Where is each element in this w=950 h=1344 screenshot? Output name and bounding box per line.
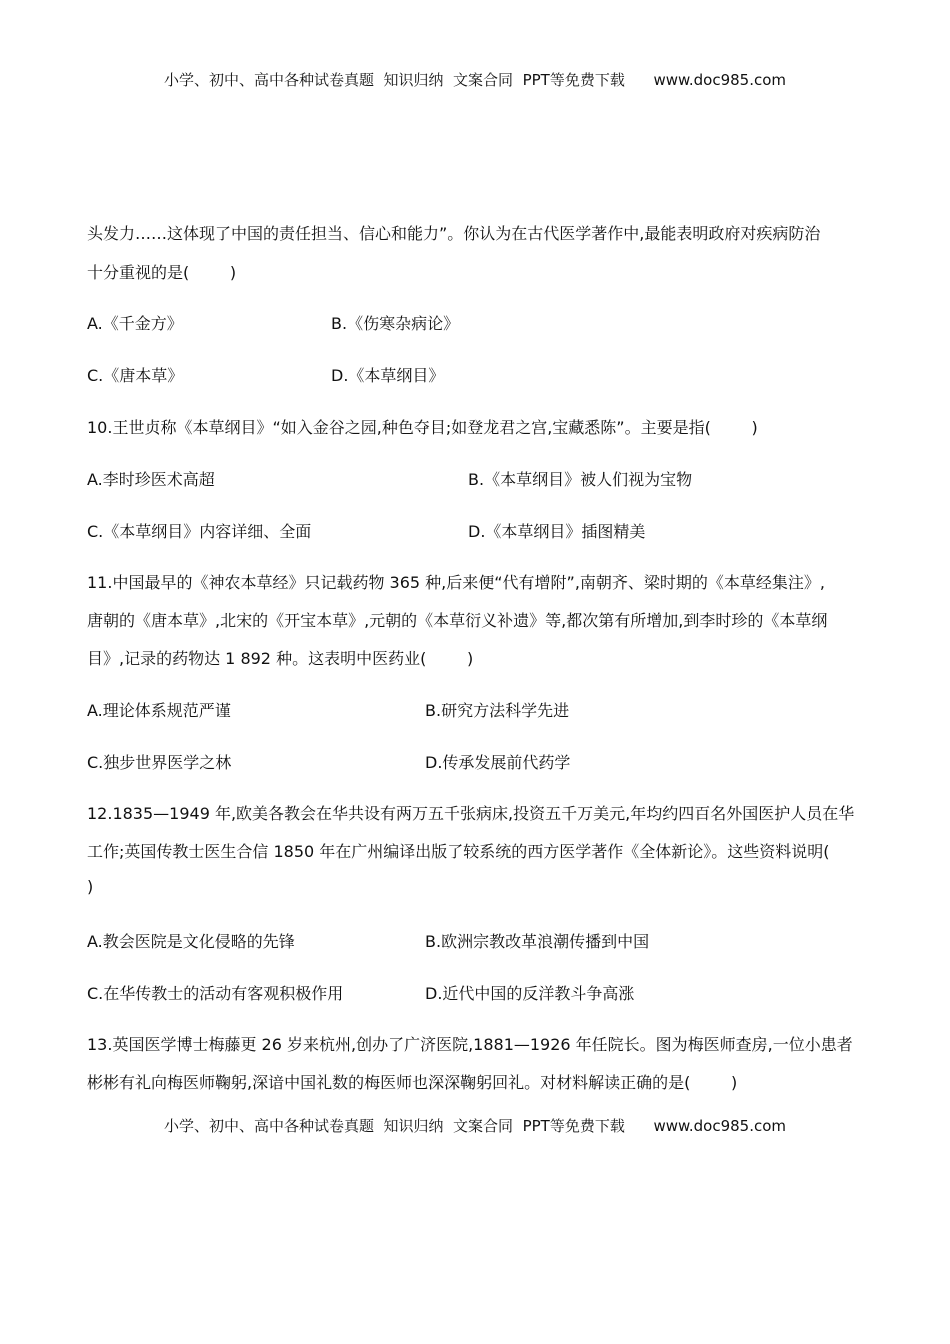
q11-option-d: D.传承发展前代药学 — [425, 753, 571, 772]
q12-option-d: D.近代中国的反洋教斗争高涨 — [425, 984, 635, 1003]
q11-line-2: 唐朝的《唐本草》,北宋的《开宝本草》,元朝的《本草衍义补遗》等,都次第有所增加,到李时珍的《本草纲 — [87, 611, 828, 630]
q10-option-a: A.李时珍医术高超 — [87, 470, 215, 489]
q10-option-d: D.《本草纲目》插图精美 — [468, 522, 646, 541]
q12-line-1: 12.1835—1949 年,欧美各教会在华共设有两万五千张病床,投资五千万美元,年均约四百名外国医护人员在华 — [87, 804, 855, 823]
q12-option-c: C.在华传教士的活动有客观积极作用 — [87, 984, 344, 1003]
q11-line-1: 11.中国最早的《神农本草经》只记载药物 365 种,后来便“代有增附”,南朝齐、梁时期的《本草经集注》, — [87, 573, 825, 592]
q10-line-1: 10.王世贞称《本草纲目》“如入金谷之园,种色夺目;如登龙君之宫,宝藏悉陈”。主要是指( ) — [87, 418, 758, 437]
q12-option-a: A.教会医院是文化侵略的先锋 — [87, 932, 295, 951]
q9-option-a: A.《千金方》 — [87, 314, 183, 333]
q11-line-3: 目》,记录的药物达 1 892 种。这表明中医药业( ) — [87, 649, 474, 668]
page-header: 小学、初中、高中各种试卷真题 知识归纳 文案合同 PPT等免费下载 www.doc985.com — [163, 71, 787, 89]
q13-line-1: 13.英国医学博士梅藤更 26 岁来杭州,创办了广济医院,1881—1926 年任院长。图为梅医师查房,一位小患者 — [87, 1035, 853, 1054]
q10-option-c: C.《本草纲目》内容详细、全面 — [87, 522, 312, 541]
q10-option-b: B.《本草纲目》被人们视为宝物 — [468, 470, 693, 489]
q12-option-b: B.欧洲宗教改革浪潮传播到中国 — [425, 932, 650, 951]
q12-line-3: ) — [87, 877, 94, 896]
q12-line-2: 工作;英国传教士医生合信 1850 年在广州编译出版了较系统的西方医学著作《全体新论》。这些资料说明( — [87, 842, 830, 861]
q9-option-c: C.《唐本草》 — [87, 366, 184, 385]
q11-option-b: B.研究方法科学先进 — [425, 701, 570, 720]
q11-option-c: C.独步世界医学之林 — [87, 753, 232, 772]
q13-line-2: 彬彬有礼向梅医师鞠躬,深谙中国礼数的梅医师也深深鞠躬回礼。对材料解读正确的是( ) — [87, 1073, 738, 1092]
q9-line-2: 十分重视的是( ) — [87, 263, 237, 282]
q9-option-b: B.《伤寒杂病论》 — [331, 314, 460, 333]
page-footer: 小学、初中、高中各种试卷真题 知识归纳 文案合同 PPT等免费下载 www.doc985.com — [163, 1117, 787, 1135]
q9-option-d: D.《本草纲目》 — [331, 366, 445, 385]
q9-line-1: 头发力……这体现了中国的责任担当、信心和能力”。你认为在古代医学著作中,最能表明政府对疾病防治 — [87, 224, 821, 243]
q11-option-a: A.理论体系规范严谨 — [87, 701, 231, 720]
